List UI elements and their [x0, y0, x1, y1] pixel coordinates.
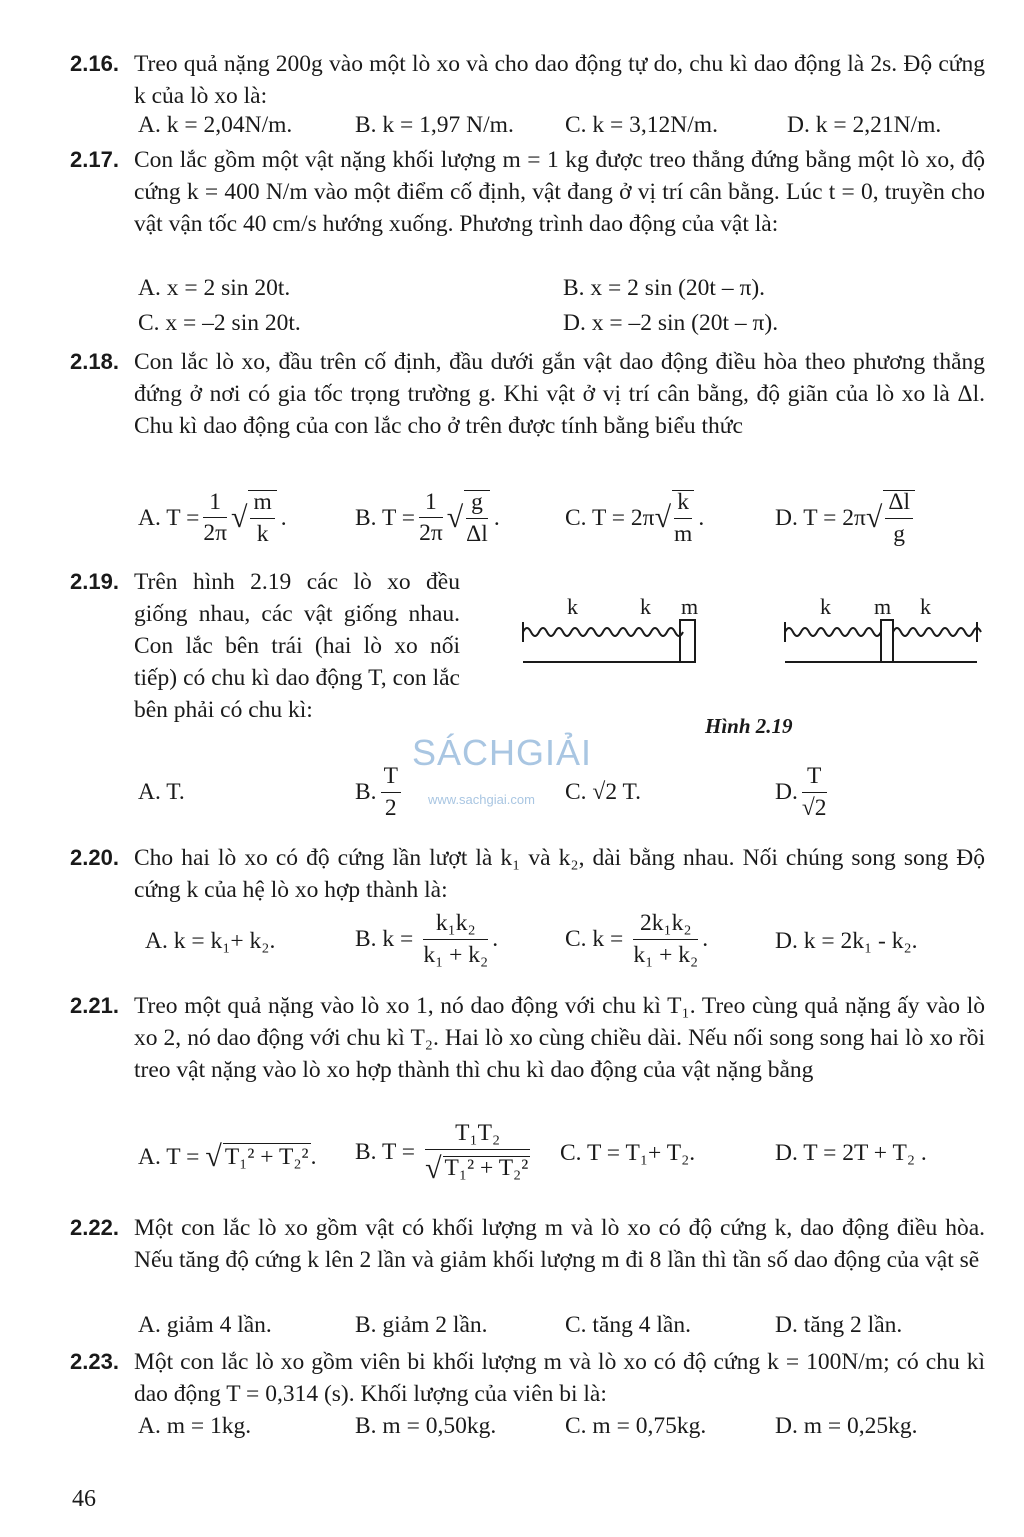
right-spring-left	[785, 628, 881, 636]
radical-sign: √	[446, 501, 464, 534]
option-lead: A. T =	[138, 504, 200, 531]
period: .	[280, 504, 287, 531]
fraction	[203, 488, 227, 546]
option-d	[775, 1140, 927, 1167]
option-text: A. T.	[138, 779, 185, 805]
fraction	[381, 765, 401, 820]
denominator: 2π	[203, 520, 227, 546]
options-2-16	[70, 112, 985, 144]
fraction	[423, 912, 488, 967]
option-c: C. k = $\frac{\text{2k₁k₂}}{\text{k₁ + k₂}}$ .	[565, 910, 709, 968]
question-text: Con lắc lò xo, đầu trên cố định, đầu dưới gắn vật dao động điều hòa theo phương thẳng đứng ở nơi có gia tốc trọng trường g. Khi vật ở vị trí cân bằng, độ giãn của lò xo là Δl. Chu kì dao động của con lắc cho ở trên được tính bằng biểu thức	[134, 349, 985, 439]
numerator: T₁T₂	[425, 1122, 530, 1150]
denominator: Δl	[466, 520, 488, 547]
radical-sign: √	[425, 1151, 442, 1185]
question-number: 2.16.	[70, 51, 119, 76]
option-d	[775, 490, 919, 546]
option-text: C. √2 T.	[565, 779, 642, 805]
question-2-17	[70, 144, 985, 240]
label-left-k1: k	[567, 594, 578, 619]
option-a: A. k = 2,04N/m.	[138, 112, 293, 138]
option-a	[138, 490, 287, 546]
option-b: B. m = 0,50kg.	[355, 1413, 497, 1439]
radical-sign: √	[654, 501, 672, 534]
left-springs	[523, 628, 683, 636]
numerator: 1	[419, 491, 443, 519]
question-text: Một con lắc lò xo gồm vật có khối lượng m và lò xo có độ cứng k, dao động điều hòa. Nếu tăng độ cứng k lên 2 lần và giảm khối lượng m đi 8 lần thì tần số dao động của vật sẽ	[134, 1215, 985, 1273]
option-text: C. T = T₁+ T₂.	[560, 1140, 696, 1166]
period: .	[698, 504, 705, 531]
numerator: k	[674, 491, 692, 519]
option-lead: C. T = 2π	[565, 504, 655, 531]
option-d: D. m = 0,25kg.	[775, 1413, 918, 1439]
question-text: Cho hai lò xo có độ cứng lần lượt là k₁ và k₂, dài bằng nhau. Nối chúng song song Độ cứng k của hệ lò xo hợp thành là:	[134, 845, 985, 903]
denominator: √2	[801, 794, 827, 821]
option-text: A. k = k₁+ k₂.	[145, 928, 276, 954]
question-2-19	[70, 566, 460, 726]
option-c	[565, 779, 641, 806]
question-number: 2.23.	[70, 1349, 119, 1374]
radicand: T₁² + T₂²	[224, 1144, 309, 1170]
options-2-19	[70, 765, 985, 835]
denominator	[425, 1150, 530, 1184]
denominator: k₁ + k₂	[633, 941, 699, 968]
option-c	[565, 490, 704, 546]
option-c: C. m = 0,75kg.	[565, 1413, 707, 1439]
option-lead: D.	[775, 779, 798, 805]
numerator: g	[466, 491, 488, 519]
option-d: D. x = –2 sin (20t – π).	[563, 310, 779, 336]
watermark-url: www.sachgiai.com	[428, 792, 535, 807]
question-number: 2.20.	[70, 845, 119, 870]
fraction	[633, 912, 698, 967]
option-lead: B. T =	[355, 1139, 416, 1166]
option-b	[355, 765, 405, 820]
radical-fraction	[883, 490, 915, 546]
label-right-k1: k	[820, 594, 831, 619]
radical-sign: √	[865, 501, 883, 534]
question-text: Trên hình 2.19 các lò xo đều giống nhau, các vật giống nhau. Con lắc bên trái (hai lò xo nối tiếp) có chu kì dao động T, con lắc bên phải có chu kì:	[134, 569, 460, 723]
options-2-23	[70, 1413, 985, 1445]
numerator: 2k₁k₂	[633, 912, 698, 940]
numerator: Δl	[885, 491, 913, 519]
question-2-23	[70, 1346, 985, 1410]
question-2-16	[70, 48, 985, 112]
option-c	[560, 1140, 695, 1167]
page-number: 46	[72, 1486, 96, 1512]
option-lead: C. k =	[565, 926, 624, 952]
question-2-21	[70, 990, 985, 1086]
question-number: 2.19.	[70, 569, 119, 594]
option-b	[355, 490, 500, 546]
question-number: 2.21.	[70, 993, 119, 1018]
question-text: Một con lắc lò xo gồm viên bi khối lượng m và lò xo có độ cứng k = 100N/m; có chu kì dao động T = 0,314 (s). Khối lượng của viên bi là:	[134, 1349, 985, 1407]
option-a: A. x = 2 sin 20t.	[138, 275, 291, 301]
options-2-18	[70, 490, 985, 560]
period: .	[493, 504, 500, 531]
option-b: B. x = 2 sin (20t – π).	[563, 275, 766, 301]
question-text: Treo quả nặng 200g vào một lò xo và cho dao động tự do, chu kì dao động là 2s. Độ cứng k của lò xo là:	[134, 51, 985, 109]
option-b: B. k = 1,97 N/m.	[355, 112, 514, 138]
option-d: D. tăng 2 lần.	[775, 1312, 903, 1338]
option-lead: A. T =	[138, 1143, 200, 1170]
label-left-k2: k	[640, 594, 651, 619]
denominator: 2π	[419, 520, 443, 546]
option-c: C. k = 3,12N/m.	[565, 112, 718, 138]
right-spring-right	[893, 628, 981, 636]
label-left-m: m	[681, 594, 699, 619]
radical-sign: √	[230, 501, 248, 534]
question-2-20	[70, 842, 985, 906]
numerator: k₁k₂	[423, 912, 488, 940]
option-c: C. x = –2 sin 20t.	[138, 310, 301, 336]
question-2-18	[70, 346, 985, 442]
denominator: m	[674, 520, 693, 547]
option-a: A. giảm 4 lần.	[138, 1312, 272, 1338]
option-b: B. giảm 2 lần.	[355, 1312, 488, 1338]
option-lead: B. T =	[355, 504, 416, 531]
option-a: A. T = √ T₁² + T₂² .	[138, 1140, 317, 1173]
options-2-21	[70, 1122, 985, 1200]
question-number: 2.22.	[70, 1215, 119, 1240]
question-number: 2.18.	[70, 349, 119, 374]
option-text: D. k = 2k₁ - k₂.	[775, 928, 918, 954]
question-text: Con lắc gồm một vật nặng khối lượng m = 1 kg được treo thẳng đứng bằng một lò xo, độ cứng k = 400 N/m vào một điểm cố định, vật đang ở vị trí cân bằng. Lúc t = 0, truyền cho vật vận tốc 40 cm/s hướng xuống. Phương trình dao động của vật là:	[134, 147, 985, 237]
option-lead: B. k =	[355, 926, 414, 952]
option-text: D. T = 2T + T₂ .	[775, 1140, 927, 1166]
left-mass	[680, 620, 695, 662]
option-lead: B.	[355, 779, 377, 805]
figure-caption: Hình 2.19	[705, 714, 793, 738]
option-a	[145, 928, 275, 955]
numerator: m	[250, 491, 274, 519]
label-right-k2: k	[920, 594, 931, 619]
radical-fraction	[248, 490, 276, 546]
option-a	[138, 779, 185, 806]
option-d: D. k = 2,21N/m.	[787, 112, 942, 138]
numerator: T	[381, 765, 401, 793]
denominator: k₁ + k₂	[423, 941, 489, 968]
denominator: 2	[384, 794, 397, 821]
radical-sign: √	[205, 1140, 222, 1173]
options-2-22	[70, 1312, 985, 1344]
radical-fraction	[464, 490, 490, 546]
radical-fraction	[672, 490, 694, 546]
option-a: A. m = 1kg.	[138, 1413, 252, 1439]
option-lead: D. T = 2π	[775, 504, 866, 531]
option-d	[775, 928, 918, 955]
option-b: B. k = $\frac{\text{k₁k₂}}{\text{k₁ + k₂}}$ .	[355, 910, 499, 968]
label-right-m: m	[874, 594, 892, 619]
fraction	[419, 488, 443, 546]
fraction	[802, 765, 827, 820]
right-mass	[881, 620, 893, 662]
options-2-20	[70, 912, 985, 976]
option-c: C. tăng 4 lần.	[565, 1312, 691, 1338]
radicand: T₁² + T₂²	[444, 1155, 529, 1182]
options-2-17-row2	[70, 310, 985, 342]
question-number: 2.17.	[70, 147, 119, 172]
watermark-brand: SÁCHGIẢI	[412, 732, 593, 773]
question-text: Treo một quả nặng vào lò xo 1, nó dao động với chu kì T₁. Treo cùng quả nặng ấy vào lò xo 2, nó dao động với chu kì T₂. Hai lò xo cùng chiều dài. Nếu nối song song hai lò xo rồi treo vật nặng vào lò xo hợp thành thì chu kì dao động của vật nặng bằng	[134, 993, 985, 1083]
denominator: g	[893, 520, 906, 547]
option-d	[775, 765, 831, 820]
fraction	[425, 1122, 530, 1184]
options-2-17-row1	[70, 275, 985, 307]
question-2-22	[70, 1212, 985, 1276]
numerator: 1	[203, 491, 227, 519]
numerator: T	[802, 765, 827, 793]
denominator: k	[256, 520, 269, 547]
option-b	[355, 1122, 534, 1184]
